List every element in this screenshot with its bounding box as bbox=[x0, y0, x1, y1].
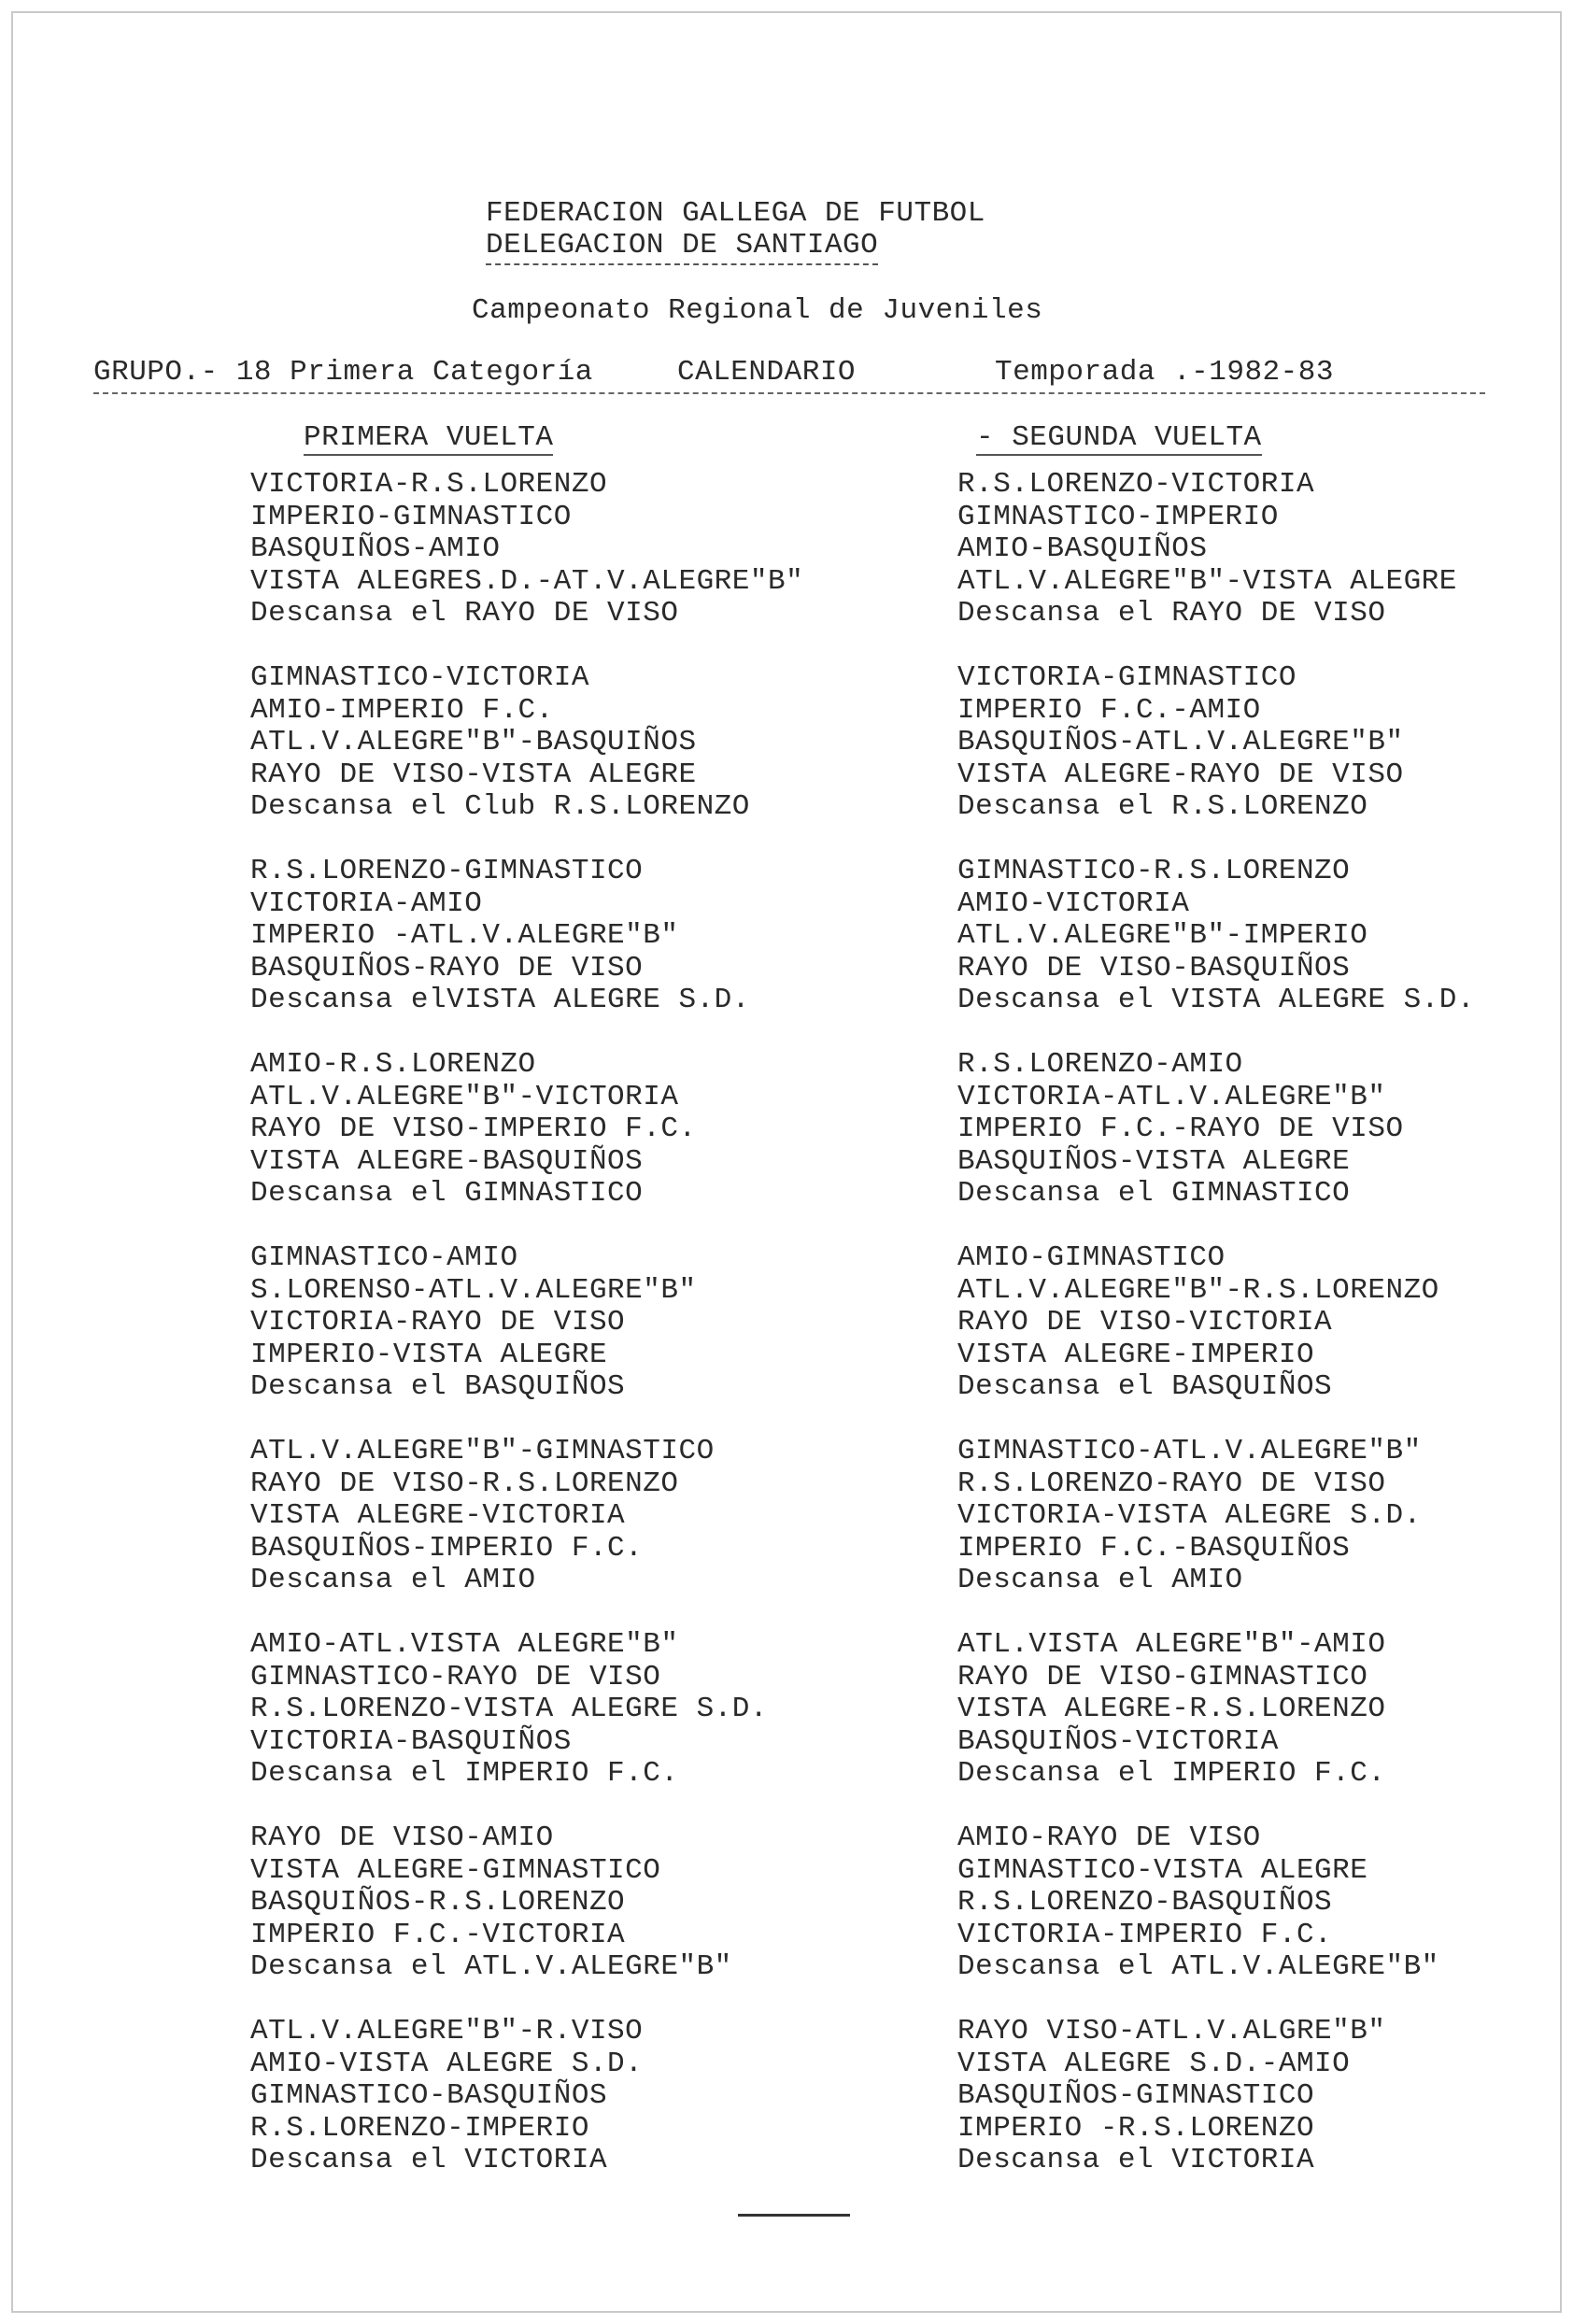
fixture-line: VICTORIA-GIMNASTICO bbox=[957, 661, 1297, 694]
fixture-line: VICTORIA-RAYO DE VISO bbox=[250, 1306, 626, 1339]
rest-line: Descansa el VISTA ALEGRE S.D. bbox=[957, 984, 1475, 1016]
fixture-line: AMIO-ATL.VISTA ALEGRE"B" bbox=[250, 1628, 679, 1661]
rest-line: Descansa el BASQUIÑOS bbox=[957, 1370, 1333, 1403]
fixture-line: AMIO-GIMNASTICO bbox=[957, 1241, 1226, 1274]
fixture-line: VISTA ALEGRES.D.-AT.V.ALEGRE"B" bbox=[250, 564, 804, 598]
round-block bbox=[250, 469, 848, 631]
rest-line: Descansa el AMIO bbox=[250, 1564, 536, 1596]
calendar-label: CALENDARIO bbox=[677, 356, 857, 389]
round-block bbox=[250, 1629, 848, 1791]
fixture-line: AMIO-BASQUIÑOS bbox=[957, 532, 1208, 565]
fixture-line: RAYO DE VISO-VISTA ALEGRE bbox=[250, 758, 697, 791]
round-block bbox=[250, 856, 848, 1017]
fixture-line: BASQUIÑOS-IMPERIO F.C. bbox=[250, 1531, 644, 1565]
rest-line: Descansa el R.S.LORENZO bbox=[957, 790, 1368, 823]
fixture-line: IMPERIO-VISTA ALEGRE bbox=[250, 1338, 608, 1371]
fixture-line: AMIO-RAYO DE VISO bbox=[957, 1821, 1261, 1854]
round-block bbox=[957, 856, 1555, 1017]
rest-line: Descansa el GIMNASTICO bbox=[250, 1177, 644, 1210]
round-block bbox=[957, 1629, 1555, 1791]
fixture-line: S.LORENSO-ATL.V.ALEGRE"B" bbox=[250, 1273, 697, 1307]
round-block bbox=[250, 1049, 848, 1211]
fixture-line: AMIO-VICTORIA bbox=[957, 886, 1190, 920]
fixture-line: BASQUIÑOS-GIMNASTICO bbox=[957, 2079, 1315, 2112]
fixture-line: R.S.LORENZO-VISTA ALEGRE S.D. bbox=[250, 1693, 768, 1725]
fixture-line: AMIO-R.S.LORENZO bbox=[250, 1048, 536, 1081]
fixture-line: R.S.LORENZO-IMPERIO bbox=[250, 2111, 589, 2145]
fixture-line: VISTA ALEGRE S.D.-AMIO bbox=[957, 2047, 1351, 2080]
delegation-title bbox=[486, 230, 878, 262]
championship-title: Campeonato Regional de Juveniles bbox=[472, 294, 1043, 327]
fixture-line: AMIO-VISTA ALEGRE S.D. bbox=[250, 2047, 644, 2080]
fixture-line: RAYO DE VISO-R.S.LORENZO bbox=[250, 1467, 679, 1500]
round-block bbox=[957, 1436, 1555, 1597]
rest-line: Descansa el Club R.S.LORENZO bbox=[250, 790, 750, 823]
rest-line: Descansa el RAYO DE VISO bbox=[250, 597, 679, 630]
fixture-line: VISTA ALEGRE-VICTORIA bbox=[250, 1499, 626, 1532]
rest-line: Descansa el IMPERIO F.C. bbox=[957, 1757, 1386, 1790]
fixture-line: BASQUIÑOS-VISTA ALEGRE bbox=[957, 1144, 1351, 1178]
fixture-line: R.S.LORENZO-GIMNASTICO bbox=[250, 855, 644, 887]
fixture-line: VISTA ALEGRE-GIMNASTICO bbox=[250, 1853, 661, 1887]
fixture-line: VICTORIA-IMPERIO F.C. bbox=[957, 1918, 1333, 1951]
fixture-line: ATL.VISTA ALEGRE"B"-AMIO bbox=[957, 1628, 1386, 1661]
fixture-line: ATL.V.ALEGRE"B"-IMPERIO bbox=[957, 919, 1368, 952]
rest-line: Descansa elVISTA ALEGRE S.D. bbox=[250, 984, 750, 1016]
fixture-line: BASQUIÑOS-RAYO DE VISO bbox=[250, 951, 644, 985]
fixture-line: GIMNASTICO-VISTA ALEGRE bbox=[957, 1853, 1368, 1887]
fixture-line: RAYO DE VISO-VICTORIA bbox=[957, 1306, 1333, 1339]
fixture-line: GIMNASTICO-ATL.V.ALEGRE"B" bbox=[957, 1435, 1422, 1467]
group-header-row bbox=[93, 357, 1485, 394]
rest-line: Descansa el ATL.V.ALEGRE"B" bbox=[250, 1950, 732, 1983]
fixture-line: GIMNASTICO-IMPERIO bbox=[957, 500, 1279, 533]
fixture-line: ATL.V.ALEGRE"B"-BASQUIÑOS bbox=[250, 726, 697, 758]
rest-line: Descansa el IMPERIO F.C. bbox=[250, 1757, 679, 1790]
fixture-line: R.S.LORENZO-RAYO DE VISO bbox=[957, 1467, 1386, 1500]
round-block bbox=[957, 1822, 1555, 1984]
fixture-line: RAYO DE VISO-GIMNASTICO bbox=[957, 1660, 1368, 1693]
fixture-line: VICTORIA-BASQUIÑOS bbox=[250, 1724, 572, 1758]
fixture-line: ATL.V.ALEGRE"B"-R.S.LORENZO bbox=[957, 1273, 1439, 1307]
round-block bbox=[250, 1242, 848, 1404]
fixture-line: VICTORIA-R.S.LORENZO bbox=[250, 468, 608, 501]
fixture-line: GIMNASTICO-RAYO DE VISO bbox=[250, 1660, 661, 1693]
fixture-line: VISTA ALEGRE-R.S.LORENZO bbox=[957, 1693, 1386, 1725]
fixture-line: ATL.V.ALEGRE"B"-R.VISO bbox=[250, 2015, 644, 2048]
federation-title: FEDERACION GALLEGA DE FUTBOL bbox=[486, 197, 985, 230]
fixture-line: IMPERIO F.C.-VICTORIA bbox=[250, 1918, 626, 1951]
fixture-line: GIMNASTICO-BASQUIÑOS bbox=[250, 2079, 608, 2112]
second-leg-title bbox=[976, 422, 1262, 455]
round-block bbox=[250, 2016, 848, 2177]
fixture-line: IMPERIO F.C.-AMIO bbox=[957, 693, 1261, 727]
second-leg-title-text: - SEGUNDA VUELTA bbox=[976, 421, 1262, 454]
fixture-line: BASQUIÑOS-R.S.LORENZO bbox=[250, 1886, 626, 1919]
fixture-line: AMIO-IMPERIO F.C. bbox=[250, 693, 554, 727]
rest-line: Descansa el GIMNASTICO bbox=[957, 1177, 1351, 1210]
fixture-line: RAYO VISO-ATL.V.ALGRE"B" bbox=[957, 2015, 1386, 2048]
rest-line: Descansa el VICTORIA bbox=[250, 2144, 608, 2176]
fixture-line: IMPERIO -R.S.LORENZO bbox=[957, 2111, 1315, 2145]
fixture-line: GIMNASTICO-AMIO bbox=[250, 1241, 518, 1274]
fixture-line: RAYO DE VISO-BASQUIÑOS bbox=[957, 951, 1351, 985]
fixture-line: R.S.LORENZO-AMIO bbox=[957, 1048, 1243, 1081]
fixture-line: R.S.LORENZO-VICTORIA bbox=[957, 468, 1315, 501]
fixture-line: IMPERIO -ATL.V.ALEGRE"B" bbox=[250, 919, 679, 952]
fixture-line: BASQUIÑOS-ATL.V.ALEGRE"B" bbox=[957, 726, 1404, 758]
rest-line: Descansa el ATL.V.ALEGRE"B" bbox=[957, 1950, 1439, 1983]
round-block bbox=[957, 469, 1555, 631]
fixture-line: RAYO DE VISO-IMPERIO F.C. bbox=[250, 1112, 697, 1145]
round-block bbox=[957, 2016, 1555, 2177]
group-label: GRUPO.- 18 Primera Categoría bbox=[93, 356, 593, 389]
round-block bbox=[957, 1242, 1555, 1404]
fixture-line: IMPERIO F.C.-BASQUIÑOS bbox=[957, 1531, 1351, 1565]
first-leg-title bbox=[304, 422, 553, 455]
first-leg-title-text: PRIMERA VUELTA bbox=[304, 421, 554, 454]
fixture-line: R.S.LORENZO-BASQUIÑOS bbox=[957, 1886, 1333, 1919]
fixture-line: VICTORIA-AMIO bbox=[250, 886, 483, 920]
rest-line: Descansa el RAYO DE VISO bbox=[957, 597, 1386, 630]
fixture-line: BASQUIÑOS-AMIO bbox=[250, 532, 501, 565]
fixture-line: ATL.V.ALEGRE"B"-VICTORIA bbox=[250, 1080, 679, 1113]
fixture-line: VICTORIA-VISTA ALEGRE S.D. bbox=[957, 1499, 1422, 1532]
round-block bbox=[250, 662, 848, 824]
second-leg-column bbox=[957, 469, 1555, 2209]
fixture-line: IMPERIO F.C.-RAYO DE VISO bbox=[957, 1112, 1404, 1145]
fixture-line: ATL.V.ALEGRE"B"-GIMNASTICO bbox=[250, 1435, 715, 1467]
round-block bbox=[957, 1049, 1555, 1211]
fixture-line: BASQUIÑOS-VICTORIA bbox=[957, 1724, 1279, 1758]
footer-rule bbox=[738, 2214, 850, 2217]
fixture-line: VISTA ALEGRE-RAYO DE VISO bbox=[957, 758, 1404, 791]
rest-line: Descansa el VICTORIA bbox=[957, 2144, 1315, 2176]
fixture-line: VISTA ALEGRE-IMPERIO bbox=[957, 1338, 1315, 1371]
fixture-line: ATL.V.ALEGRE"B"-VISTA ALEGRE bbox=[957, 564, 1457, 598]
fixture-line: RAYO DE VISO-AMIO bbox=[250, 1821, 554, 1854]
fixture-line: VISTA ALEGRE-BASQUIÑOS bbox=[250, 1144, 644, 1178]
round-block bbox=[250, 1436, 848, 1597]
fixture-line: GIMNASTICO-VICTORIA bbox=[250, 661, 589, 694]
first-leg-column bbox=[250, 469, 848, 2209]
fixture-line: VICTORIA-ATL.V.ALEGRE"B" bbox=[957, 1080, 1386, 1113]
round-block bbox=[957, 662, 1555, 824]
fixture-line: GIMNASTICO-R.S.LORENZO bbox=[957, 855, 1351, 887]
round-block bbox=[250, 1822, 848, 1984]
delegation-text: DELEGACION DE SANTIAGO bbox=[486, 229, 878, 265]
season-label: Temporada .-1982-83 bbox=[995, 356, 1334, 389]
rest-line: Descansa el AMIO bbox=[957, 1564, 1243, 1596]
rest-line: Descansa el BASQUIÑOS bbox=[250, 1370, 626, 1403]
fixture-line: IMPERIO-GIMNASTICO bbox=[250, 500, 572, 533]
